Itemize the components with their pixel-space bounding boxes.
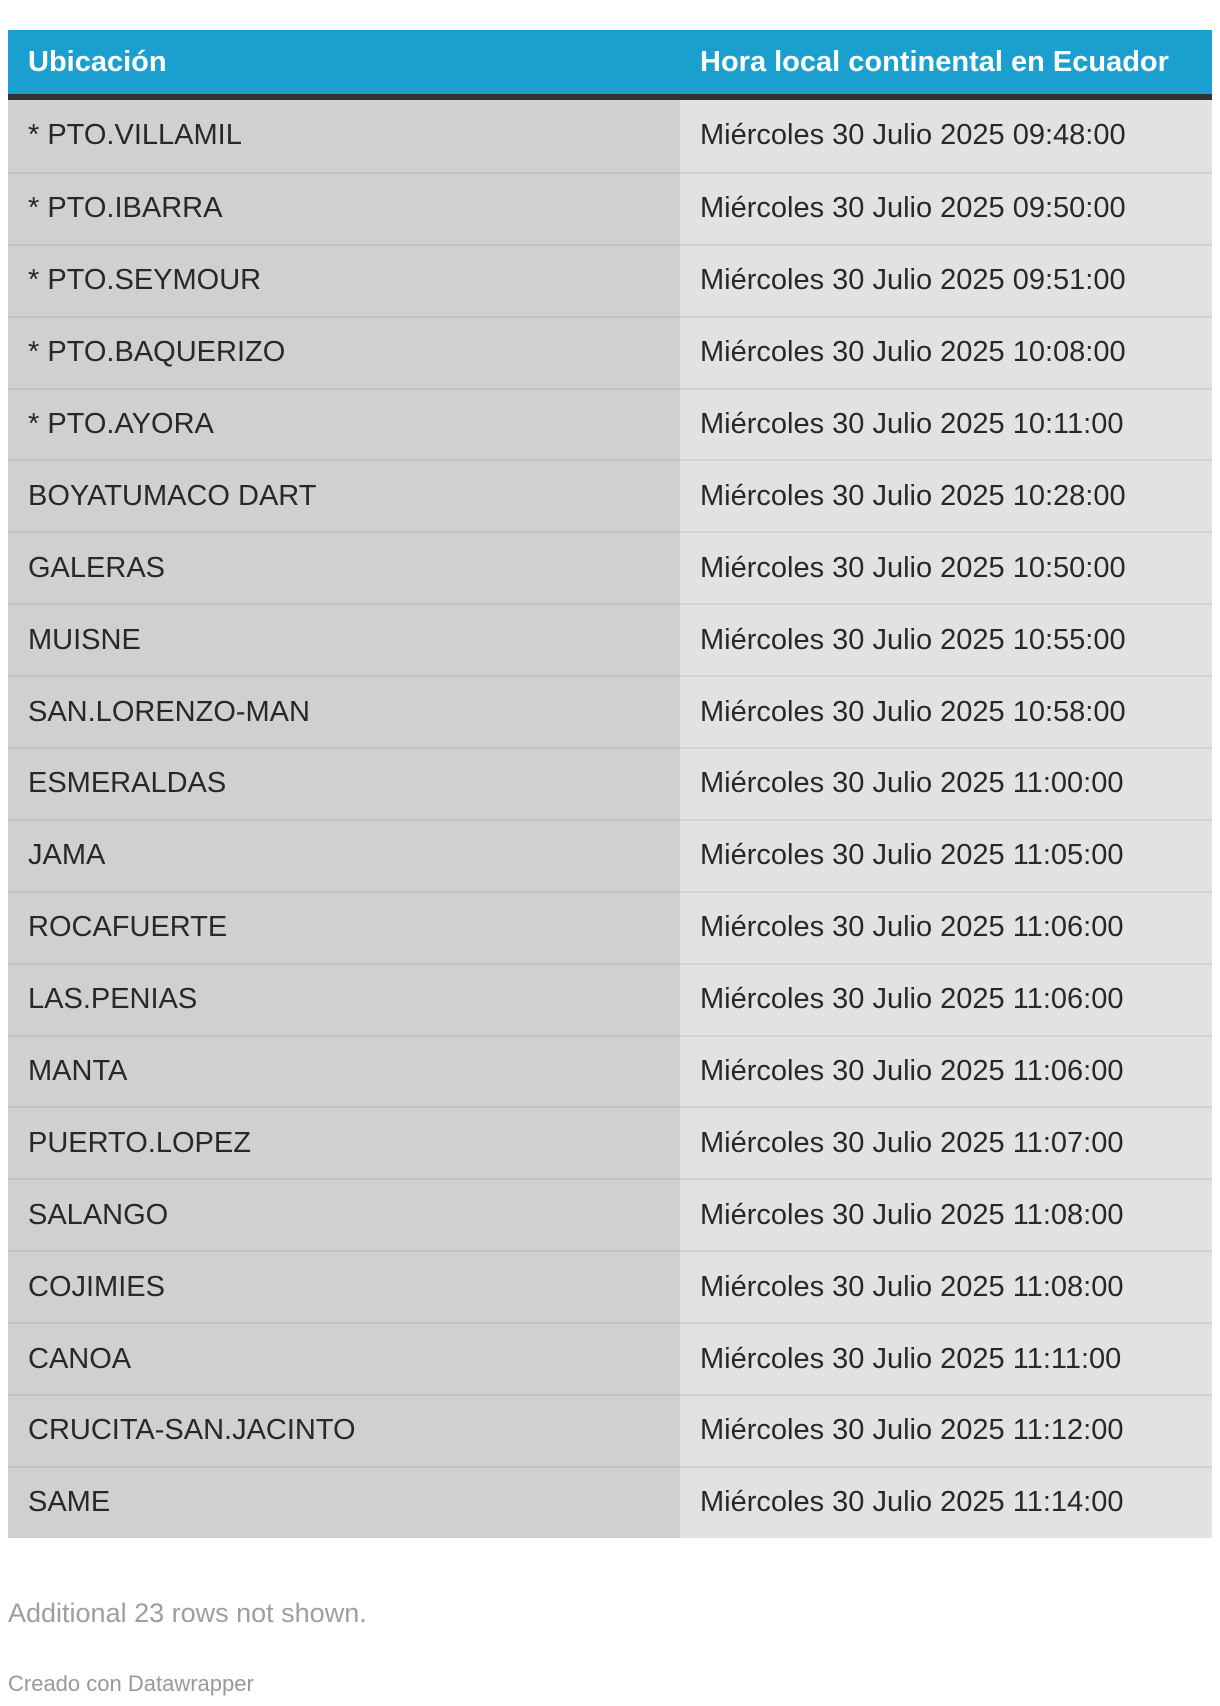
table-row (8, 244, 1212, 316)
time-cell: Miércoles 30 Julio 2025 09:48:00 (680, 100, 1212, 172)
location-cell: ESMERALDAS (8, 747, 680, 819)
table-row (8, 1178, 1212, 1250)
time-cell: Miércoles 30 Julio 2025 10:58:00 (680, 675, 1212, 747)
time-cell: Miércoles 30 Julio 2025 11:00:00 (680, 747, 1212, 819)
time-cell: Miércoles 30 Julio 2025 10:55:00 (680, 603, 1212, 675)
table-row (8, 388, 1212, 460)
table-row (8, 675, 1212, 747)
table-row (8, 459, 1212, 531)
location-cell: BOYATUMACO DART (8, 459, 680, 531)
rows-not-shown-note: Additional 23 rows not shown. (8, 1598, 367, 1628)
location-cell: * PTO.SEYMOUR (8, 244, 680, 316)
time-cell: Miércoles 30 Julio 2025 11:06:00 (680, 963, 1212, 1035)
location-cell: COJIMIES (8, 1250, 680, 1322)
tide-times-table (8, 30, 1212, 1538)
location-cell: GALERAS (8, 531, 680, 603)
location-cell: JAMA (8, 819, 680, 891)
location-cell: CANOA (8, 1322, 680, 1394)
column-header-ubicacion: Ubicación (28, 45, 167, 78)
location-cell: SAME (8, 1466, 680, 1538)
location-cell: * PTO.BAQUERIZO (8, 316, 680, 388)
time-cell: Miércoles 30 Julio 2025 09:51:00 (680, 244, 1212, 316)
time-cell: Miércoles 30 Julio 2025 11:11:00 (680, 1322, 1212, 1394)
table-row (8, 1394, 1212, 1466)
column-header-hora-local: Hora local continental en Ecuador (700, 45, 1169, 78)
time-cell: Miércoles 30 Julio 2025 10:50:00 (680, 531, 1212, 603)
time-cell: Miércoles 30 Julio 2025 10:08:00 (680, 316, 1212, 388)
table-row (8, 1106, 1212, 1178)
time-cell: Miércoles 30 Julio 2025 10:28:00 (680, 459, 1212, 531)
time-cell: Miércoles 30 Julio 2025 11:08:00 (680, 1250, 1212, 1322)
table-row (8, 1035, 1212, 1107)
time-cell: Miércoles 30 Julio 2025 11:12:00 (680, 1394, 1212, 1466)
location-cell: * PTO.VILLAMIL (8, 100, 680, 172)
table-row (8, 1250, 1212, 1322)
datawrapper-credit-link[interactable]: Creado con Datawrapper (8, 1671, 254, 1696)
time-cell: Miércoles 30 Julio 2025 11:07:00 (680, 1106, 1212, 1178)
location-cell: SAN.LORENZO-MAN (8, 675, 680, 747)
time-cell: Miércoles 30 Julio 2025 11:06:00 (680, 891, 1212, 963)
time-cell: Miércoles 30 Julio 2025 10:11:00 (680, 388, 1212, 460)
table-body (8, 100, 1212, 1538)
location-cell: * PTO.IBARRA (8, 172, 680, 244)
table-row (8, 1322, 1212, 1394)
table-row (8, 100, 1212, 172)
time-cell: Miércoles 30 Julio 2025 11:05:00 (680, 819, 1212, 891)
table-row (8, 1466, 1212, 1538)
table-row (8, 531, 1212, 603)
location-cell: SALANGO (8, 1178, 680, 1250)
location-cell: PUERTO.LOPEZ (8, 1106, 680, 1178)
location-cell: * PTO.AYORA (8, 388, 680, 460)
location-cell: ROCAFUERTE (8, 891, 680, 963)
table-row (8, 963, 1212, 1035)
table-row (8, 891, 1212, 963)
location-cell: MUISNE (8, 603, 680, 675)
time-cell: Miércoles 30 Julio 2025 11:08:00 (680, 1178, 1212, 1250)
location-cell: CRUCITA-SAN.JACINTO (8, 1394, 680, 1466)
table-row (8, 316, 1212, 388)
time-cell: Miércoles 30 Julio 2025 11:14:00 (680, 1466, 1212, 1538)
table-row (8, 819, 1212, 891)
table-row (8, 172, 1212, 244)
location-cell: MANTA (8, 1035, 680, 1107)
time-cell: Miércoles 30 Julio 2025 11:06:00 (680, 1035, 1212, 1107)
location-cell: LAS.PENIAS (8, 963, 680, 1035)
table-row (8, 747, 1212, 819)
table-row (8, 603, 1212, 675)
time-cell: Miércoles 30 Julio 2025 09:50:00 (680, 172, 1212, 244)
table-header-row (8, 30, 1212, 100)
